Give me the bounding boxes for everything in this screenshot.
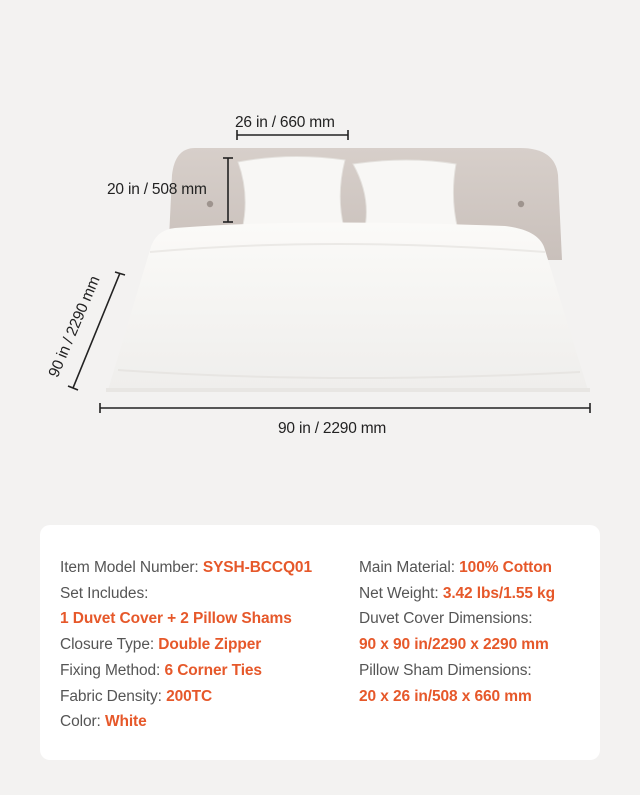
spec-set-contents: 1 Duvet Cover + 2 Pillow Shams <box>60 610 292 628</box>
spec-sham-dimensions-label: Pillow Sham Dimensions: <box>359 661 532 679</box>
spec-card <box>40 525 600 760</box>
spec-closure: Closure Type: Double Zipper <box>60 636 262 654</box>
headboard-button-left <box>207 201 213 207</box>
spec-duvet-dimensions-label: Duvet Cover Dimensions: <box>359 610 533 628</box>
spec-weight: Net Weight: 3.42 lbs/1.55 kg <box>359 584 555 602</box>
spec-sham-dimensions: 20 x 26 in/508 x 660 mm <box>359 687 532 705</box>
spec-set-includes: Set Includes: <box>60 584 149 602</box>
spec-column-left <box>60 555 312 735</box>
pillow-width-label: 26 in / 660 mm <box>235 114 335 131</box>
bed-length-label: 90 in / 2290 mm <box>45 273 104 380</box>
spec-duvet-dimensions: 90 x 90 in/2290 x 2290 mm <box>359 636 549 654</box>
spec-fixing: Fixing Method: 6 Corner Ties <box>60 661 262 679</box>
spec-material: Main Material: 100% Cotton <box>359 559 552 576</box>
spec-color: Color: White <box>60 713 147 731</box>
spec-density: Fabric Density: 200TC <box>60 687 213 705</box>
spec-column-right <box>359 555 555 709</box>
pillow-left <box>238 156 345 232</box>
bed-width-label: 90 in / 2290 mm <box>278 420 387 437</box>
pillow-height-label: 20 in / 508 mm <box>107 181 207 198</box>
headboard-button-right <box>518 201 524 207</box>
spec-model: Item Model Number: SYSH-BCCQ01 <box>60 559 312 576</box>
duvet <box>108 222 588 390</box>
